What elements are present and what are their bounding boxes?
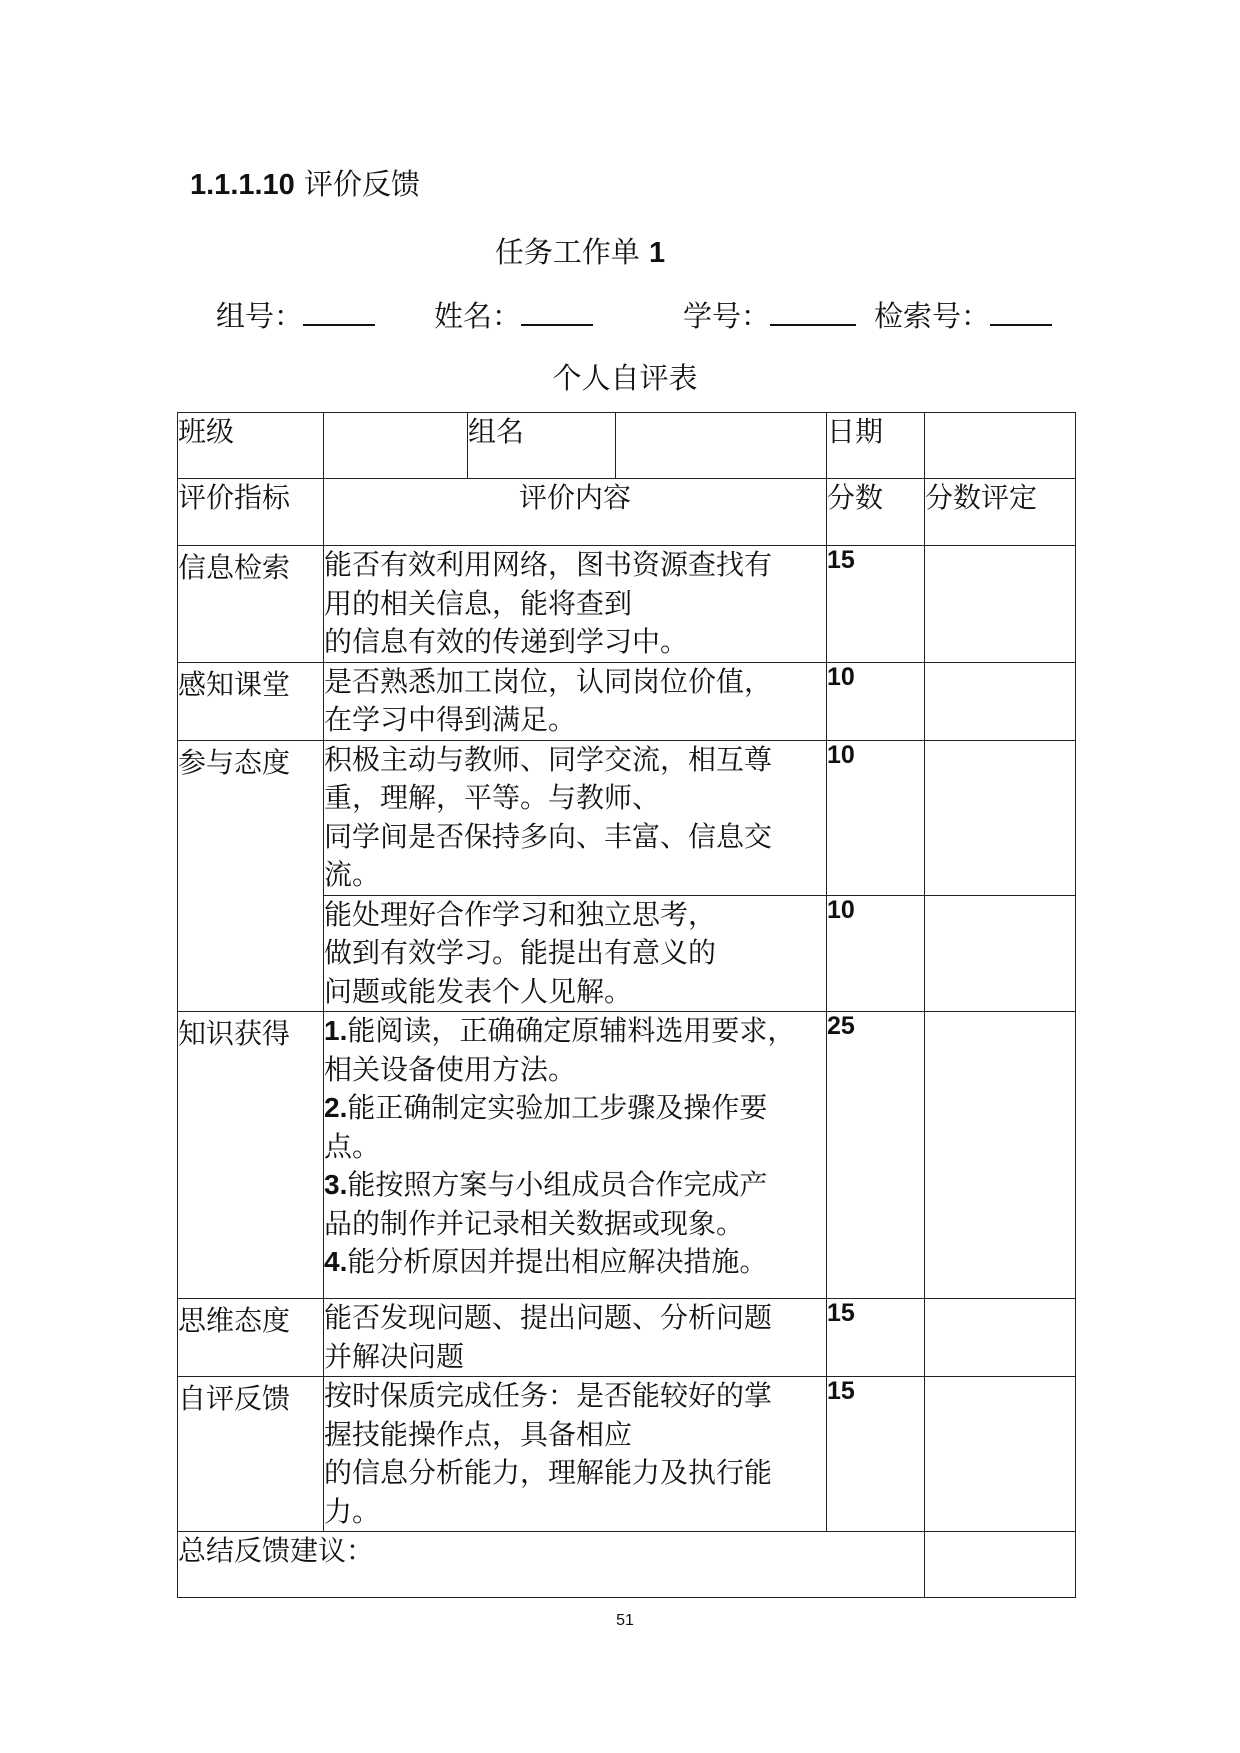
content-line: 问题或能发表个人见解。 — [324, 974, 633, 1008]
section-number: 1.1.1.10 — [190, 169, 295, 201]
section-title: 评价反馈 — [304, 167, 421, 201]
score-cell: 10 — [827, 662, 925, 740]
indicator-header: 评价指标 — [178, 479, 324, 546]
group-name-value-cell[interactable] — [616, 413, 827, 479]
list-item — [324, 1089, 826, 1128]
table-row — [178, 1377, 1076, 1532]
section-heading — [190, 162, 420, 203]
content-cell — [324, 662, 827, 740]
content-line: 品的制作并记录相关数据或现象。 — [324, 1206, 745, 1240]
group-no-field — [216, 294, 375, 335]
score-cell: 15 — [827, 546, 925, 663]
content-line: 的信息分析能力，理解能力及执行能 — [324, 1456, 773, 1489]
indicator-cell: 信息检索 — [178, 546, 324, 663]
table-row — [178, 1012, 1076, 1299]
evaluation-table — [177, 412, 1076, 1598]
content-cell — [324, 1377, 827, 1532]
indicator-cell: 自评反馈 — [178, 1377, 324, 1532]
date-value-cell[interactable] — [925, 413, 1076, 479]
indicator-cell: 知识获得 — [178, 1012, 324, 1299]
score-cell: 15 — [827, 1299, 925, 1377]
list-item — [324, 1166, 826, 1205]
summary-label: 总结反馈建议： — [178, 1532, 925, 1598]
table-row — [178, 662, 1076, 740]
item-number: 4. — [324, 1246, 348, 1277]
content-line: 的信息有效的传递到学习中。 — [324, 625, 689, 658]
date-label: 日期 — [827, 413, 925, 479]
content-line: 点。 — [324, 1129, 381, 1163]
rating-cell[interactable] — [925, 546, 1076, 663]
search-no-blank[interactable] — [990, 298, 1052, 326]
score-cell: 10 — [827, 895, 925, 1012]
content-line: 并解决问题 — [324, 1339, 465, 1373]
content-line: 握技能操作点，具备相应 — [324, 1417, 633, 1451]
score-header: 分数 — [827, 479, 925, 546]
content-line: 用的相关信息，能将查到 — [324, 586, 633, 620]
group-name-label: 组名 — [468, 413, 616, 479]
content-line: 按时保质完成任务：是否能较好的掌 — [324, 1379, 773, 1412]
table-row — [178, 740, 1076, 895]
score-cell: 25 — [827, 1012, 925, 1299]
indicator-cell: 思维态度 — [178, 1299, 324, 1377]
content-line: 重，理解，平等。与教师、 — [324, 781, 661, 814]
search-no-label: 检索号： — [874, 299, 991, 333]
content-cell — [324, 1012, 827, 1299]
rating-cell[interactable] — [925, 740, 1076, 895]
content-line: 相关设备使用方法。 — [324, 1052, 577, 1086]
content-line: 能处理好合作学习和独立思考， — [324, 897, 717, 931]
content-line: 做到有效学习。能提出有意义的 — [324, 936, 717, 969]
class-label: 班级 — [178, 413, 324, 479]
student-no-field — [683, 294, 856, 335]
item-number: 2. — [324, 1092, 348, 1123]
group-no-blank[interactable] — [303, 298, 375, 326]
content-line: 能否有效利用网络，图书资源查找有 — [324, 548, 773, 581]
summary-value-cell[interactable] — [925, 1532, 1076, 1598]
rating-cell[interactable] — [925, 895, 1076, 1012]
item-number: 3. — [324, 1169, 348, 1200]
item-number: 1. — [324, 1015, 348, 1046]
summary-row — [178, 1532, 1076, 1598]
name-label: 姓名： — [434, 299, 522, 333]
content-line: 积极主动与教师、同学交流，相互尊 — [324, 742, 773, 776]
content-line: 能否发现问题、提出问题、分析问题 — [324, 1301, 773, 1334]
content-line: 力。 — [324, 1494, 381, 1528]
table-title: 个人自评表 — [552, 361, 698, 395]
content-cell — [324, 740, 827, 895]
content-cell — [324, 1299, 827, 1377]
indicator-cell: 感知课堂 — [178, 662, 324, 740]
document-title — [0, 230, 1160, 271]
rating-cell[interactable] — [925, 1012, 1076, 1299]
content-line: 能分析原因并提出相应解决措施。 — [347, 1245, 768, 1278]
page-number: 51 — [616, 1612, 634, 1629]
rating-cell[interactable] — [925, 662, 1076, 740]
table-row — [178, 1299, 1076, 1377]
content-line: 流。 — [324, 858, 381, 891]
content-line: 在学习中得到满足。 — [324, 703, 577, 736]
document-title-number: 1 — [649, 237, 666, 269]
content-cell — [324, 895, 827, 1012]
content-line: 同学间是否保持多向、丰富、信息交 — [324, 819, 773, 853]
rating-header: 分数评定 — [925, 479, 1076, 546]
score-cell: 15 — [827, 1377, 925, 1532]
class-value-cell[interactable] — [324, 413, 468, 479]
rating-cell[interactable] — [925, 1299, 1076, 1377]
list-item — [324, 1243, 826, 1282]
content-line: 能正确制定实验加工步骤及操作要 — [347, 1091, 768, 1124]
name-field — [434, 294, 593, 335]
group-no-label: 组号： — [216, 299, 304, 333]
student-no-blank[interactable] — [770, 298, 856, 326]
score-cell: 10 — [827, 740, 925, 895]
table-header-row-1 — [178, 413, 1076, 479]
search-no-field — [874, 294, 1052, 335]
name-blank[interactable] — [521, 298, 593, 326]
indicator-cell: 参与态度 — [178, 740, 324, 1012]
list-item — [324, 1012, 826, 1051]
content-line: 是否熟悉加工岗位，认同岗位价值， — [324, 664, 773, 698]
content-cell — [324, 546, 827, 663]
student-no-label: 学号： — [683, 299, 771, 333]
content-header: 评价内容 — [324, 479, 827, 546]
table-row — [178, 546, 1076, 663]
rating-cell[interactable] — [925, 1377, 1076, 1532]
table-header-row-2 — [178, 479, 1076, 546]
content-line: 能阅读，正确确定原辅料选用要求， — [347, 1014, 796, 1047]
document-title-text: 任务工作单 — [494, 235, 640, 269]
content-line: 能按照方案与小组成员合作完成产 — [347, 1168, 768, 1201]
